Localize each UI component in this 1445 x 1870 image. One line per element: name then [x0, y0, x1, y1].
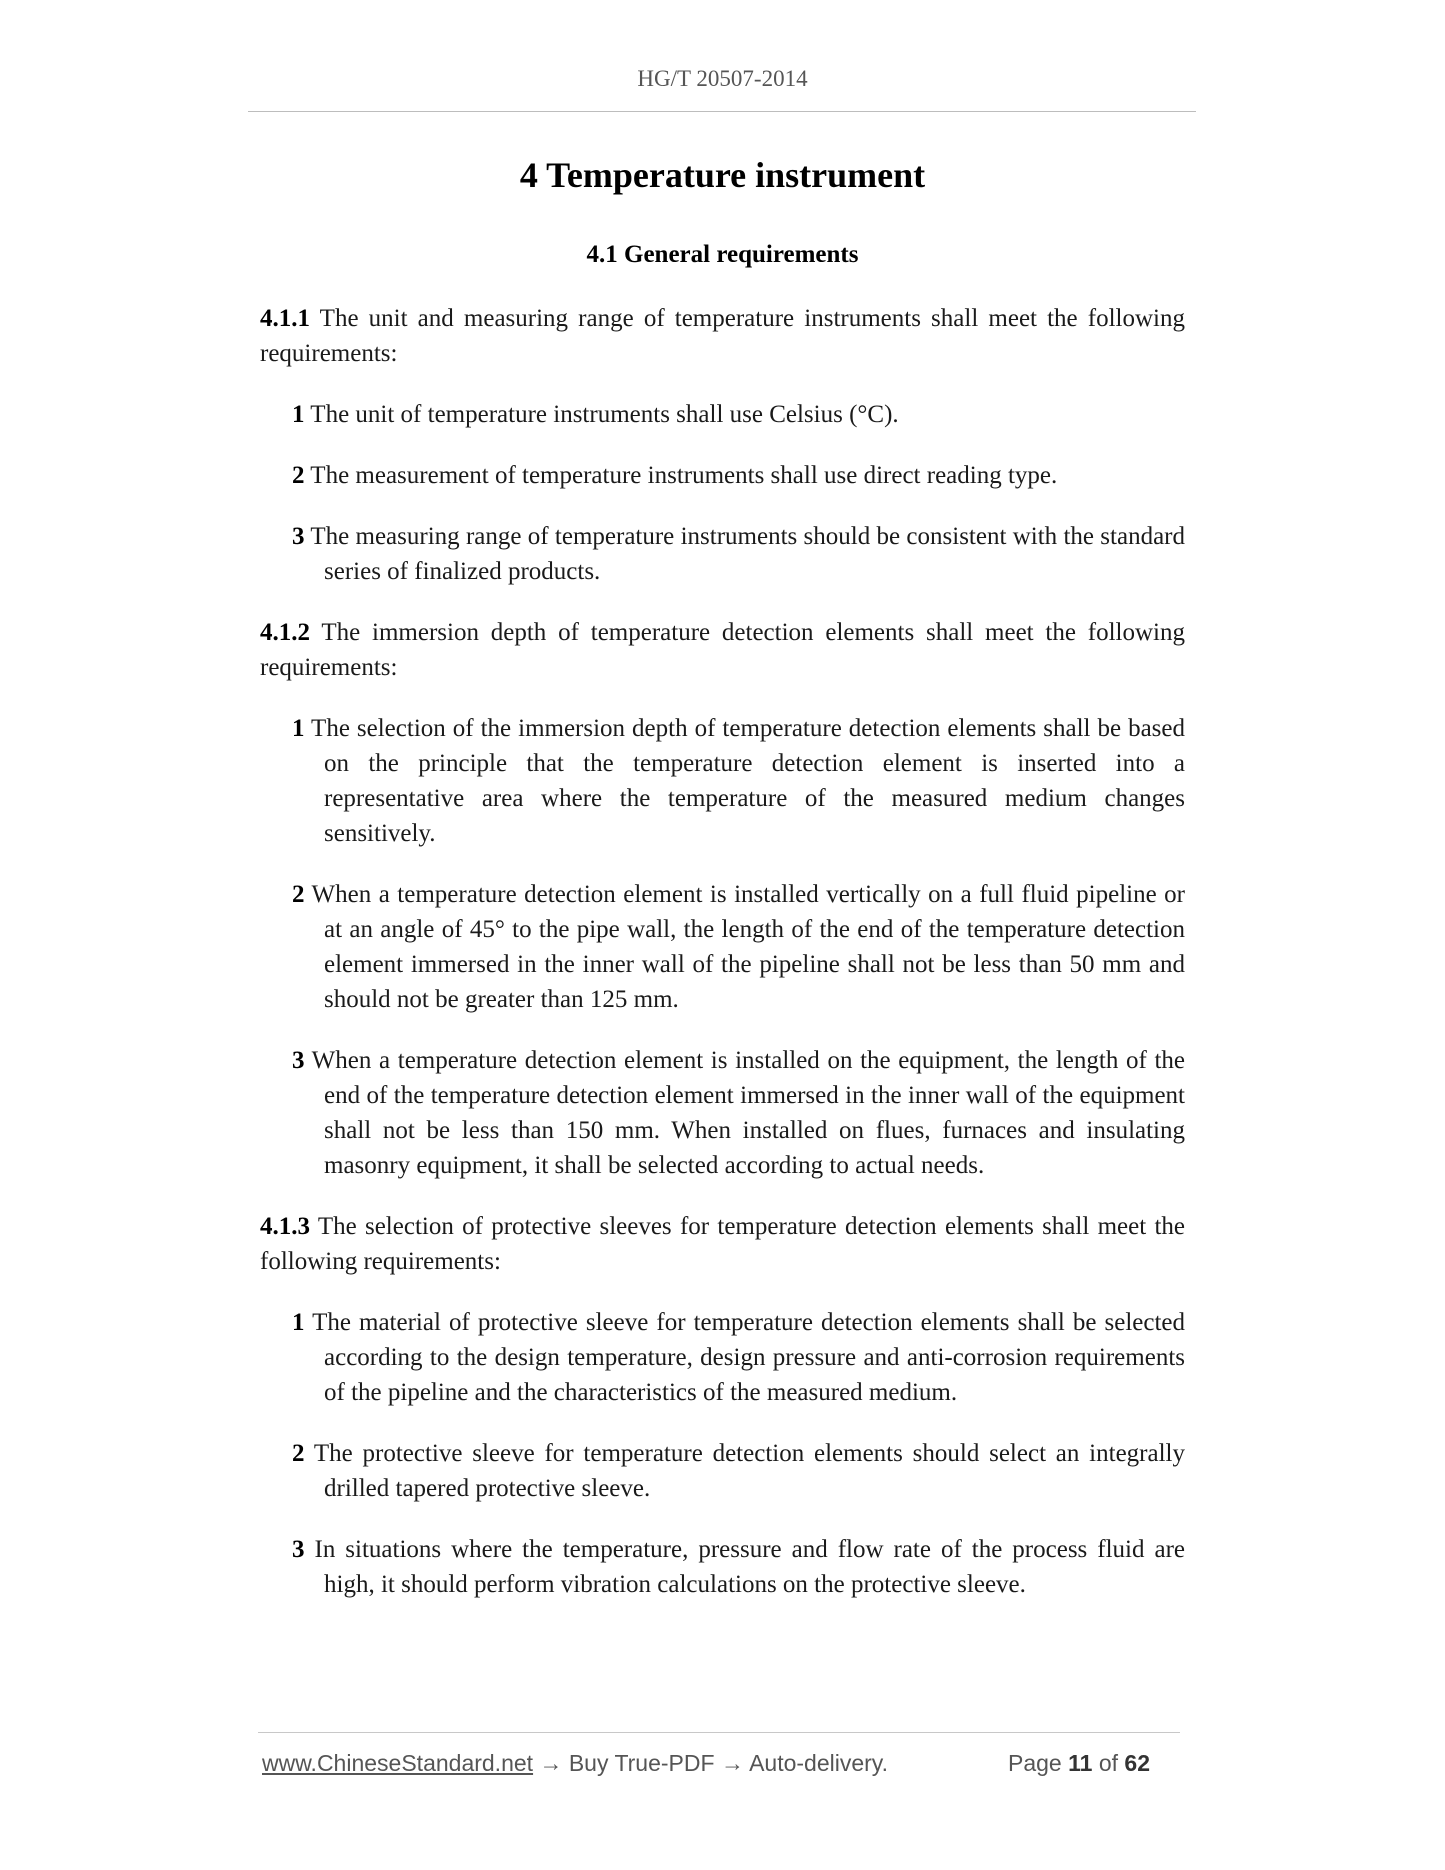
item-number: 1 [292, 401, 305, 428]
item-text: The selection of the immersion depth of temperature detection elements shall be based on the principle that the temperature detection element is inserted into a representative area where the temperature of the measured medium changes sensitively. [304, 715, 1185, 847]
item-number: 1 [292, 715, 305, 742]
item-text: The measuring range of temperature instruments should be consistent with the standard series of finalized products. [304, 523, 1185, 585]
item-text: In situations where the temperature, pressure and flow rate of the process fluid are high, it should perform vibration calculations on the protective sleeve. [304, 1536, 1185, 1598]
footer-links [262, 1750, 888, 1777]
chapter-title: 4 Temperature instrument [519, 155, 926, 195]
clause-text: The selection of protective sleeves for temperature detection elements shall meet the following requirements: [260, 1213, 1185, 1275]
list-item [292, 877, 1185, 1017]
clause-number: 4.1.2 [260, 619, 310, 646]
item-number: 2 [292, 462, 305, 489]
of-label: of [1098, 1750, 1119, 1776]
item-text: The measurement of temperature instruments shall use direct reading type. [304, 462, 1058, 489]
item-text: When a temperature detection element is installed vertically on a full fluid pipeline or at an angle of 45° to the pipe wall, the length of the end of the temperature detection element immersed in the inner wall of the pipeline shall not be less than 50 mm and should not be greater than 125 mm. [304, 881, 1185, 1013]
header-rule [248, 111, 1196, 112]
clause-4-1-1 [260, 301, 1185, 371]
list-item [292, 458, 1185, 493]
buy-pdf-link[interactable]: Buy True-PDF [568, 1750, 715, 1776]
arrow-right-icon: → [720, 1750, 744, 1776]
header-doc-code: HG/T 20507-2014 [637, 66, 808, 91]
list-item [292, 1043, 1185, 1183]
page-label: Page [1008, 1750, 1062, 1776]
item-text: The protective sleeve for temperature detection elements should select an integrally drilled tapered protective sleeve. [304, 1440, 1185, 1502]
item-text: When a temperature detection element is installed on the equipment, the length of the end of the temperature detection element immersed in the inner wall of the equipment shall not be less than 150 mm. When installed on flues, furnaces and insulating masonry equipment, it shall be selected according to actual needs. [304, 1047, 1185, 1179]
item-number: 2 [292, 881, 305, 908]
list-item [292, 1305, 1185, 1410]
page-current: 11 [1068, 1750, 1093, 1776]
list-item [292, 519, 1185, 589]
clause-text: The immersion depth of temperature detection elements shall meet the following requirements: [260, 619, 1185, 681]
clause-number: 4.1.3 [260, 1213, 310, 1240]
clause-4-1-3 [260, 1209, 1185, 1279]
document-body [260, 301, 1185, 1628]
list-item [292, 397, 1185, 432]
page-indicator [1008, 1750, 1150, 1777]
delivery-text: Auto-delivery. [749, 1750, 888, 1776]
item-number: 2 [292, 1440, 305, 1467]
site-link[interactable]: www.ChineseStandard.net [262, 1750, 534, 1776]
page-total: 62 [1124, 1750, 1150, 1776]
list-item [292, 711, 1185, 851]
item-number: 1 [292, 1309, 305, 1336]
list-item [292, 1436, 1185, 1506]
clause-4-1-2 [260, 615, 1185, 685]
arrow-right-icon: → [539, 1750, 563, 1776]
item-text: The unit of temperature instruments shall use Celsius (°C). [304, 401, 899, 428]
item-number: 3 [292, 523, 305, 550]
item-number: 3 [292, 1047, 305, 1074]
item-text: The material of protective sleeve for temperature detection elements shall be selected according to the design temperature, design pressure and anti-corrosion requirements of the pipeline and the characteristics of the measured medium. [304, 1309, 1185, 1406]
list-item [292, 1532, 1185, 1602]
clause-number: 4.1.1 [260, 305, 310, 332]
item-number: 3 [292, 1536, 305, 1563]
clause-text: The unit and measuring range of temperature instruments shall meet the following requirements: [260, 305, 1185, 367]
section-title: 4.1 General requirements [586, 241, 859, 268]
footer-rule [258, 1732, 1180, 1733]
